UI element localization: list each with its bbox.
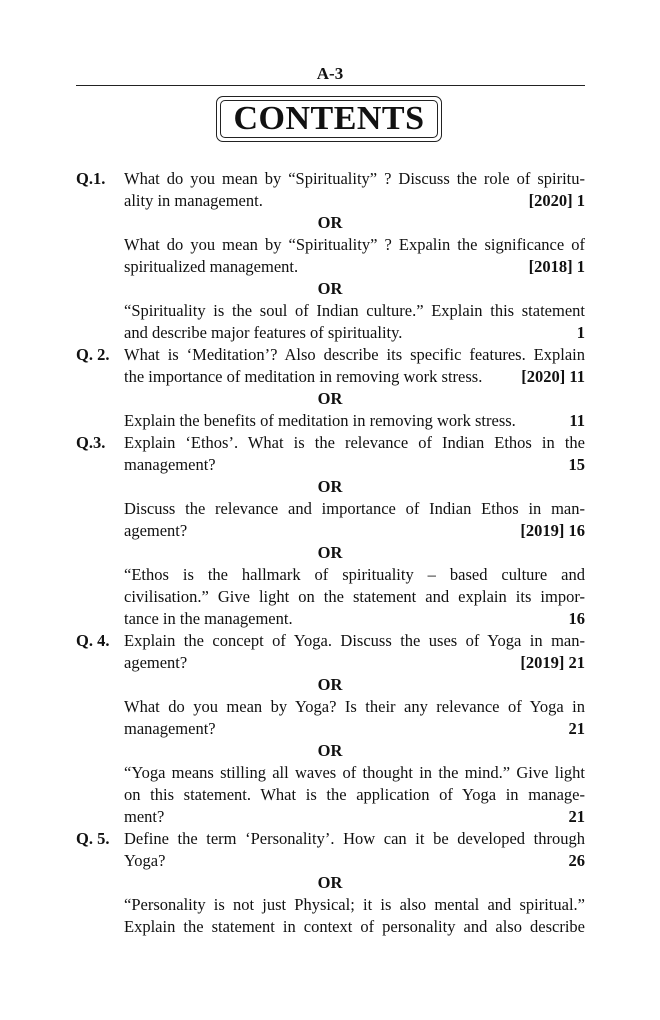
page-reference: 21 xyxy=(568,719,585,738)
page-reference: [2019] 21 xyxy=(520,653,585,672)
contents-line xyxy=(0,784,660,806)
question-number: Q. 5. xyxy=(76,829,110,848)
question-text: Explain the statement in context of personality and also describe xyxy=(124,917,585,936)
or-separator xyxy=(0,212,660,234)
contents-line xyxy=(0,850,660,872)
title-box xyxy=(216,96,442,142)
contents-line xyxy=(0,586,660,608)
question-text: on this statement. What is the application of Yoga in manage- xyxy=(124,785,585,804)
contents-line xyxy=(0,762,660,784)
question-text: Explain the concept of Yoga. Discuss the uses of Yoga in man- xyxy=(124,631,585,650)
page-reference: 11 xyxy=(569,411,585,430)
question-text: management? xyxy=(124,719,216,738)
or-label: OR xyxy=(317,477,343,496)
question-text: the importance of meditation in removing work stress. xyxy=(124,367,483,386)
or-separator xyxy=(0,542,660,564)
question-text: ality in management. xyxy=(124,191,263,210)
question-number: Q. 2. xyxy=(76,345,110,364)
question-text: What do you mean by Yoga? Is their any relevance of Yoga in xyxy=(124,697,585,716)
question-text: “Yoga means stilling all waves of thought in the mind.” Give light xyxy=(124,763,585,782)
page-reference: 16 xyxy=(568,609,585,628)
question-text: ment? xyxy=(124,807,165,826)
or-label: OR xyxy=(317,873,343,892)
question-text: What do you mean by “Spirituality” ? Expalin the significance of xyxy=(124,235,585,254)
page-reference: [2020] 11 xyxy=(521,367,585,386)
page-reference: [2018] 1 xyxy=(528,257,585,276)
question-text: management? xyxy=(124,455,216,474)
contents-line xyxy=(0,696,660,718)
question-text: What do you mean by “Spirituality” ? Discuss the role of spiritu- xyxy=(124,169,585,188)
or-separator xyxy=(0,476,660,498)
contents-line xyxy=(0,652,660,674)
or-label: OR xyxy=(317,389,343,408)
contents-line xyxy=(0,608,660,630)
contents-line xyxy=(0,190,660,212)
question-text: agement? xyxy=(124,521,188,540)
contents-line xyxy=(0,300,660,322)
question-text: and describe major features of spirituality. xyxy=(124,323,403,342)
page-reference: 26 xyxy=(568,851,585,870)
contents-line xyxy=(0,520,660,542)
contents-line xyxy=(0,718,660,740)
contents-line xyxy=(0,894,660,916)
or-label: OR xyxy=(317,213,343,232)
contents-line xyxy=(0,454,660,476)
question-number: Q. 4. xyxy=(76,631,110,650)
question-text: agement? xyxy=(124,653,188,672)
contents-line xyxy=(0,234,660,256)
contents-line xyxy=(0,344,660,366)
contents-line xyxy=(0,366,660,388)
question-text: “Ethos is the hallmark of spirituality – based culture and xyxy=(124,565,585,584)
contents-line xyxy=(0,828,660,850)
or-label: OR xyxy=(317,741,343,760)
question-text: spiritualized management. xyxy=(124,257,299,276)
contents-line xyxy=(0,498,660,520)
question-text: Yoga? xyxy=(124,851,166,870)
question-text: civilisation.” Give light on the statement and explain its impor- xyxy=(124,587,585,606)
question-text: Discuss the relevance and importance of Indian Ethos in man- xyxy=(124,499,585,518)
question-text: tance in the management. xyxy=(124,609,293,628)
contents-line xyxy=(0,432,660,454)
or-label: OR xyxy=(317,675,343,694)
question-text: Explain ‘Ethos’. What is the relevance of Indian Ethos in the xyxy=(124,433,585,452)
contents-line xyxy=(0,916,660,938)
contents-line xyxy=(0,168,660,190)
contents-line xyxy=(0,322,660,344)
or-separator xyxy=(0,388,660,410)
page-reference: 15 xyxy=(568,455,585,474)
question-number: Q.1. xyxy=(76,169,106,188)
or-separator xyxy=(0,278,660,300)
question-text: Explain the benefits of meditation in removing work stress. xyxy=(124,411,516,430)
or-label: OR xyxy=(317,279,343,298)
or-separator xyxy=(0,740,660,762)
or-separator xyxy=(0,674,660,696)
or-label: OR xyxy=(317,543,343,562)
contents-line xyxy=(0,410,660,432)
header-rule xyxy=(76,85,585,86)
contents-line xyxy=(0,256,660,278)
page-label: A-3 xyxy=(316,64,344,83)
or-separator xyxy=(0,872,660,894)
page-reference: [2020] 1 xyxy=(528,191,585,210)
question-text: “Spirituality is the soul of Indian culture.” Explain this statement xyxy=(124,301,585,320)
page-reference: [2019] 16 xyxy=(520,521,585,540)
contents-line xyxy=(0,564,660,586)
page-reference: 21 xyxy=(568,807,585,826)
contents-line xyxy=(0,630,660,652)
page-reference: 1 xyxy=(576,323,585,342)
question-text: Define the term ‘Personality’. How can it be developed through xyxy=(124,829,585,848)
question-number: Q.3. xyxy=(76,433,106,452)
contents-line xyxy=(0,806,660,828)
page-title: CONTENTS xyxy=(220,100,438,138)
question-text: What is ‘Meditation’? Also describe its specific features. Explain xyxy=(124,345,585,364)
question-text: “Personality is not just Physical; it is also mental and spiritual.” xyxy=(124,895,585,914)
